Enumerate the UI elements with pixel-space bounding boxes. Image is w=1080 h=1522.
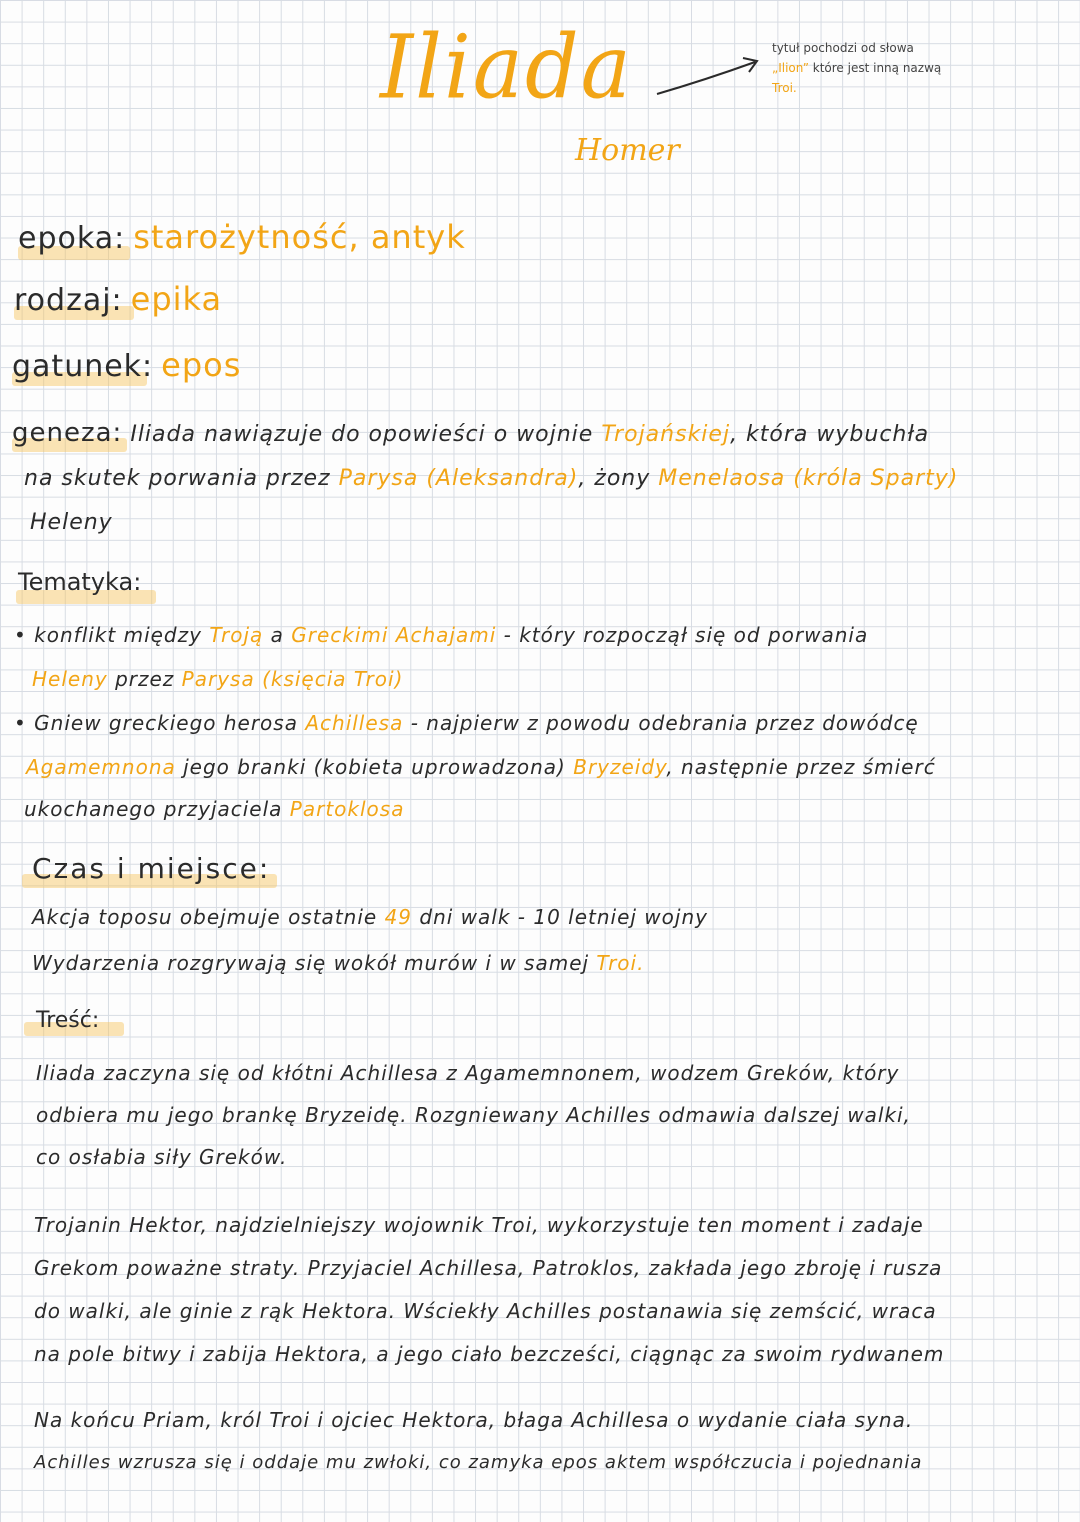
tresc-line: odbiera mu jego brankę Bryzeidę. Rozgniewany Achilles odmawia dalszej walki, xyxy=(36,1103,911,1127)
page-title: Iliada xyxy=(380,15,633,119)
tematyka-bullet-1 xyxy=(14,620,868,650)
gatunek-value: epos xyxy=(161,346,242,384)
tematyka-text: przez xyxy=(115,667,175,691)
gatunek-label: gatunek: xyxy=(12,349,154,384)
tresc-line: Grekom poważne straty. Przyjaciel Achillesa, Patroklos, zakłada jego zbroję i rusza xyxy=(34,1256,943,1280)
tresc-line: co osłabia siły Greków. xyxy=(36,1145,288,1169)
tresc-label: Treść: xyxy=(36,1008,100,1033)
tematyka-highlight: Parysa (księcia Troi) xyxy=(181,667,404,691)
geneza-highlight: Trojańskiej xyxy=(601,422,731,447)
geneza-text: , która wybuchła xyxy=(730,422,930,447)
rodzaj-row xyxy=(14,280,223,319)
epoka-label: epoka: xyxy=(18,221,126,256)
note-troi: Troi. xyxy=(772,81,797,95)
czas-heading xyxy=(32,852,270,885)
title-note xyxy=(772,38,992,98)
czas-text: Wydarzenia rozgrywają się wokół murów i w samej xyxy=(32,951,590,975)
geneza-line-2 xyxy=(24,464,958,494)
tematyka-text: ukochanego przyjaciela xyxy=(24,797,283,821)
tresc-line: Na końcu Priam, król Troi i ojciec Hektora, błaga Achillesa o wydanie ciała syna. xyxy=(34,1408,914,1432)
tematyka-text: • Gniew greckiego herosa xyxy=(14,711,298,735)
note-text: które jest inną nazwą xyxy=(812,61,942,75)
tresc-line: do walki, ale ginie z rąk Hektora. Wściekły Achilles postanawia się zemścić, wraca xyxy=(34,1299,937,1323)
tematyka-bullet-2 xyxy=(14,708,919,738)
czas-text: Akcja toposu obejmuje ostatnie xyxy=(32,905,378,929)
tematyka-bullet-1-cont xyxy=(32,664,403,694)
geneza-line-3: Heleny xyxy=(30,510,113,535)
tresc-line: Iliada zaczyna się od kłótni Achillesa z Agamemnonem, wodzem Greków, który xyxy=(36,1061,900,1085)
gatunek-row xyxy=(12,346,242,385)
rodzaj-value: epika xyxy=(130,280,223,318)
tematyka-bullet-2-cont xyxy=(24,794,404,824)
czas-label: Czas i miejsce: xyxy=(32,852,271,885)
geneza-text: , żony xyxy=(578,466,651,491)
tematyka-label: Tematyka: xyxy=(18,568,142,596)
epoka-value: starożytność, antyk xyxy=(133,218,466,256)
tematyka-text: jego branki (kobieta uprowadzona) xyxy=(183,755,566,779)
tematyka-highlight: Bryzeidy xyxy=(573,755,667,779)
tematyka-highlight: Partoklosa xyxy=(289,797,405,821)
geneza-line-1 xyxy=(12,418,929,450)
author: Homer xyxy=(575,133,680,168)
tematyka-highlight: Greckimi Achajami xyxy=(291,623,497,647)
tresc-line: na pole bitwy i zabija Hektora, a jego ciało bezcześci, ciągnąc za swoim rydwanem xyxy=(34,1342,945,1366)
tematyka-highlight: Achillesa xyxy=(305,711,404,735)
tematyka-highlight: Heleny xyxy=(32,667,108,691)
czas-highlight: Troi. xyxy=(596,951,645,975)
tematyka-text: - który rozpoczął się od porwania xyxy=(503,623,869,647)
arrow-icon xyxy=(655,52,765,102)
tresc-line: Achilles wzrusza się i oddaje mu zwłoki, co zamyka epos aktem współczucia i pojednania xyxy=(34,1452,923,1473)
tematyka-text: a xyxy=(270,623,284,647)
note-text: tytuł pochodzi od słowa xyxy=(772,41,914,55)
tresc-heading xyxy=(36,1008,99,1033)
tematyka-highlight: Troją xyxy=(209,623,264,647)
tematyka-text: - najpierw z powodu odebrania przez dowódcę xyxy=(410,711,919,735)
epoka-row xyxy=(18,218,466,257)
czas-highlight: 49 xyxy=(384,905,413,929)
geneza-text: Iliada nawiązuje do opowieści o wojnie xyxy=(130,422,594,447)
tematyka-text: • konflikt między xyxy=(14,623,202,647)
geneza-highlight: Menelaosa (króla Sparty) xyxy=(658,466,959,491)
czas-line-1 xyxy=(32,902,708,932)
tresc-line: Trojanin Hektor, najdzielniejszy wojownik Troi, wykorzystuje ten moment i zadaje xyxy=(34,1213,924,1237)
tematyka-text: , następnie przez śmierć xyxy=(666,755,936,779)
note-ilion: „Ilion” xyxy=(772,61,809,75)
geneza-highlight: Parysa (Aleksandra) xyxy=(338,466,579,491)
tematyka-bullet-2-cont xyxy=(26,752,936,782)
tematyka-highlight: Agamemnona xyxy=(26,755,176,779)
czas-text: dni walk - 10 letniej wojny xyxy=(419,905,708,929)
geneza-text: na skutek porwania przez xyxy=(24,466,331,491)
rodzaj-label: rodzaj: xyxy=(14,283,123,318)
geneza-label: geneza: xyxy=(12,418,123,448)
tematyka-heading xyxy=(18,568,141,596)
czas-line-2 xyxy=(32,948,644,978)
